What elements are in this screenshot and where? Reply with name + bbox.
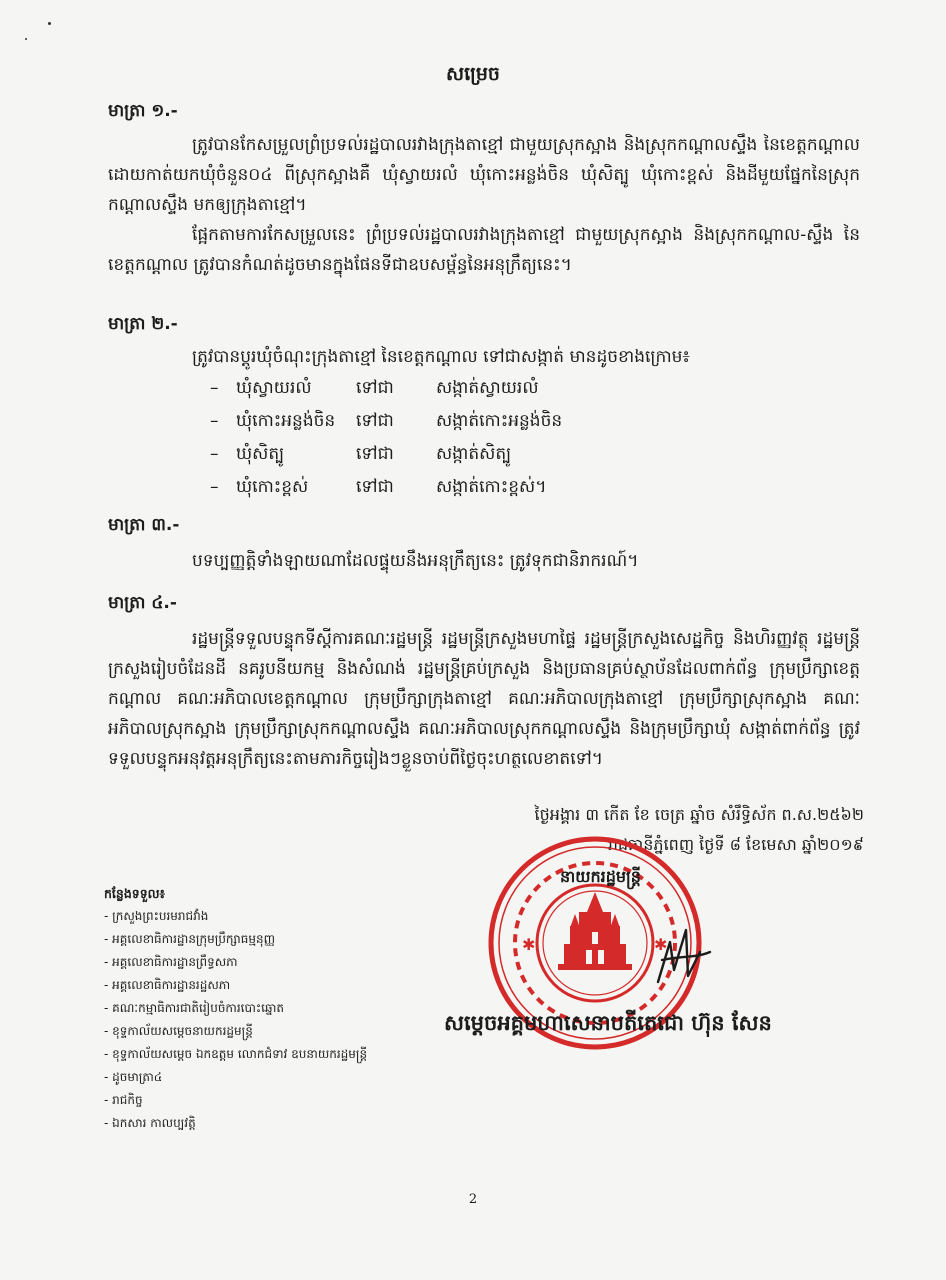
article-1-paragraph-2: ផ្អែកតាមការកែសម្រួលនេះ ព្រំប្រទល់រដ្ឋបាលរវាងក្រុងតាខ្មៅ ជាមួយស្រុកស្អាង និងស្រុកកណ្ដាល-ស្ទឹង នៃខេត្តកណ្ដាល ត្រូវបានកំណត់ដូចមានក្នុងផែនទីជាឧបសម្ព័ន្ធនៃអនុក្រឹត្យនេះ។ [108, 225, 860, 275]
list-item: - ក្រសួងព្រះបរមរាជវាំង [104, 909, 209, 923]
commune-name: ឃុំស្វាយរលំ [236, 378, 312, 398]
sangkat-name: សង្កាត់កោះអន្លង់ចិន [436, 411, 563, 431]
place-date-line: រាជធានីភ្នំពេញ ថ្ងៃទី ៨ ខែមេសា ឆ្នាំ២០១៩ [607, 835, 864, 854]
conversion-word: ទៅជា [356, 411, 394, 431]
article-2-label: មាត្រា ២.- [108, 314, 178, 334]
sangkat-name: សង្កាត់សិត្បូ [436, 444, 512, 464]
speck [25, 38, 27, 40]
list-item: - ខុទ្ទកាល័យសម្ដេចនាយករដ្ឋមន្ត្រី [104, 1024, 253, 1038]
list-item: - អគ្គលេខាធិការដ្ឋានក្រុមប្រឹក្សាធម្មនុញ្ញ [104, 932, 276, 946]
list-item: - គណៈកម្មាធិការជាតិរៀបចំការបោះឆ្នោត [104, 1001, 285, 1015]
article-4-paragraph-1: រដ្ឋមន្ត្រីទទួលបន្ទុកទីស្ដីការគណៈរដ្ឋមន្ត្រី រដ្ឋមន្ត្រីក្រសួងមហាផ្ទៃ រដ្ឋមន្ត្រីក្រសួងសេដ្ឋកិច្ច និងហិរញ្ញវត្ថុ រដ្ឋមន្ត្រីក្រសួងរៀបចំដែនដី នគរូបនីយកម្ម និងសំណង់ រដ្ឋមន្ត្រីគ្រប់ក្រសួង និងប្រធានគ្រប់ស្ថាប័នដែលពាក់ព័ន្ធ ក្រុមប្រឹក្សាខេត្តកណ្ដាល គណៈអភិបាលខេត្តកណ្ដាល ក្រុមប្រឹក្សាក្រុងតាខ្មៅ គណៈអភិបាលក្រុងតាខ្មៅ ក្រុមប្រឹក្សាស្រុកស្អាង គណៈអភិបាលស្រុកស្អាង ក្រុមប្រឹក្សាស្រុកកណ្ដាលស្ទឹង គណៈអភិបាលស្រុកកណ្ដាលស្ទឹង និងក្រុមប្រឹក្សាឃុំ សង្កាត់ពាក់ព័ន្ធ ត្រូវទទួលបន្ទុកអនុវត្តអនុក្រឹត្យនេះតាមភារកិច្ចរៀងៗខ្លួនចាប់ពីថ្ងៃចុះហត្ថលេខាតទៅ។ [108, 629, 860, 769]
signer-title: នាយករដ្ឋមន្ត្រី [560, 867, 641, 886]
commune-name: ឃុំកោះអន្លង់ចិន [236, 411, 336, 431]
recipient-list-title: កន្លែងទទួល៖ [104, 886, 166, 901]
signer-name: សម្ដេចអគ្គមហាសេនាបតីតេជោ ហ៊ុន សែន [444, 1011, 772, 1035]
speck [48, 22, 51, 25]
article-1-body [108, 130, 860, 280]
list-item: - ដូចមាត្រា៤ [104, 1070, 163, 1084]
article-2-body [108, 342, 860, 372]
article-3-body [108, 546, 860, 576]
list-item: - អគ្គលេខាធិការដ្ឋានរដ្ឋសភា [104, 978, 231, 992]
list-item: - ឯកសារ កាលប្បវត្តិ [104, 1116, 196, 1130]
recipient-list [104, 882, 367, 1135]
commune-name: ឃុំសិត្បូ [236, 444, 285, 464]
list-item: - អគ្គលេខាធិការដ្ឋានព្រឹទ្ធសភា [104, 955, 238, 969]
conversion-word: ទៅជា [356, 444, 394, 464]
page-number: 2 [468, 1192, 478, 1207]
conversion-word: ទៅជា [356, 477, 394, 497]
svg-text:✱: ✱ [522, 935, 536, 954]
document-page: សម្រេច មាត្រា ១.- ត្រូវបានកែសម្រួលព្រំប្រទល់រដ្ឋបាលរវាងក្រុងតាខ្មៅ ជាមួយស្រុកស្អាង និងស្រុកកណ្ដាលស្ទឹង នៃខេត្តកណ្ដាល ដោយកាត់យកឃុំចំនួន០៤ ពីស្រុកស្អាងគឺ ឃុំស្វាយរលំ ឃុំកោះអន្លង់ចិន ឃុំសិត្បូ ឃុំកោះខ្ពស់ និងដីមួយផ្នែកនៃស្រុកកណ្ដាលស្ទឹង មកឲ្យក្រុងតាខ្មៅ។ ផ្អែកតាមការកែសម្រួលនេះ ព្រំប្រទល់រដ្ឋបាលរវាងក្រុងតាខ្មៅ ជាមួយស្រុកស្អាង និងស្រុកកណ្ដាល-ស្ទឹង នៃខេត្តកណ្ដាល ត្រូវបានកំណត់ដូចមានក្នុងផែនទីជាឧបសម្ព័ន្ធនៃអនុក្រឹត្យនេះ។ មាត្រា ២.- ត្រូវបានប្ដូរឃុំចំណុះក្រុងតាខ្មៅ នៃខេត្តកណ្ដាល ទៅជាសង្កាត់ មានដូចខាងក្រោម៖ – ឃុំស្វាយរលំ ទៅជា សង្កាត់ស្វាយរលំ – ឃុំកោះអន្លង់ចិន ទៅជា សង្កាត់កោះអន្លង់ចិន – ឃុំសិត្បូ ទៅជា សង្កាត់សិត្បូ – ឃុំកោះខ្ពស់ ទៅជា សង្កាត់កោះខ្ពស់។ មាត្រា ៣.- បទប្បញ្ញត្តិទាំងឡាយណាដែលផ្ទុយនឹងអនុក្រឹត្យនេះ ត្រូវទុកជានិរាករណ៍។ មាត្រា ៤.- រដ្ឋមន្ត្រីទទួលបន្ទុកទីស្ដីការគណៈរដ្ឋមន្ត្រី រដ្ឋមន្ត្រីក្រសួងមហាផ្ទៃ រដ្ឋមន្ត្រីក្រសួងសេដ្ឋកិច្ច និងហិរញ្ញវត្ថុ រដ្ឋមន្ត្រីក្រសួងរៀបចំដែនដី នគរូបនីយកម្ម និងសំណង់ រដ្ឋមន្ត្រីគ្រប់ក្រសួង និងប្រធានគ្រប់ស្ថាប័នដែលពាក់ព័ន្ធ ក្រុមប្រឹក្សាខេត្តកណ្ដាល គណៈអភិបាលខេត្តកណ្ដាល ក្រុមប្រឹក្សាក្រុងតាខ្មៅ គណៈអភិបាលក្រុងតាខ្មៅ ក្រុមប្រឹក្សាស្រុកស្អាង គណៈអភិបាលស្រុកស្អាង ក្រុមប្រឹក្សាស្រុកកណ្ដាលស្ទឹង គណៈអភិបាលស្រុកកណ្ដាលស្ទឹង និងក្រុមប្រឹក្សាឃុំ សង្កាត់ពាក់ព័ន្ធ ត្រូវទទួលបន្ទុកអនុវត្តអនុក្រឹត្យនេះតាមភារកិច្ចរៀងៗខ្លួនចាប់ពីថ្ងៃចុះហត្ថលេខាតទៅ។ ថ្ងៃអង្គារ ៣ កើត ខែ ចេត្រ ឆ្នាំច សំរឹទ្ធិស័ក ព.ស.២៥៦២ រាជធានីភ្នំពេញ ថ្ងៃទី ៨ ខែមេសា ឆ្នាំ២០១៩ ✱ ✱ នាយករដ្ឋមន្ត្រី សម្ដេចអគ្គមហាសេនាបតីតេជោ ហ៊ុន សែន កន្លែងទទួល៖ - ក្រសួងព្រះបរមរាជវាំង - អគ្គលេខាធិការដ្ឋានក្រុមប្រឹក្សាធម្មនុញ្ញ - អគ្គលេខាធិការដ្ឋានព្រឹទ្ធសភា - អគ្គលេខាធិការដ្ឋានរដ្ឋសភា - គណៈកម្មាធិការជាតិរៀបចំការបោះឆ្នោត - ខុទ្ទកាល័យសម្ដេចនាយករដ្ឋមន្ត្រី - ខុទ្ទកាល័យសម្ដេច ឯកឧត្តម លោកជំទាវ ឧបនាយករដ្ឋមន្ត្រី - ដូចមាត្រា៤ - រាជកិច្ច - ឯកសារ កាលប្បវត្តិ 2 [0, 0, 946, 1280]
decision-heading: សម្រេច [446, 63, 500, 85]
svg-text:✱: ✱ [654, 935, 668, 954]
article-1-paragraph-1: ត្រូវបានកែសម្រួលព្រំប្រទល់រដ្ឋបាលរវាងក្រុងតាខ្មៅ ជាមួយស្រុកស្អាង និងស្រុកកណ្ដាលស្ទឹង នៃខេត្តកណ្ដាល ដោយកាត់យកឃុំចំនួន០៤ ពីស្រុកស្អាងគឺ ឃុំស្វាយរលំ ឃុំកោះអន្លង់ចិន ឃុំសិត្បូ ឃុំកោះខ្ពស់ និងដីមួយផ្នែកនៃស្រុកកណ្ដាលស្ទឹង មកឲ្យក្រុងតាខ្មៅ។ [108, 135, 860, 215]
list-item: - ខុទ្ទកាល័យសម្ដេច ឯកឧត្តម លោកជំទាវ ឧបនាយករដ្ឋមន្ត្រី [104, 1047, 368, 1061]
article-1-label: មាត្រា ១.- [108, 101, 178, 121]
article-4-body [108, 624, 860, 774]
sangkat-name: សង្កាត់កោះខ្ពស់។ [436, 477, 547, 497]
lunar-date-line: ថ្ងៃអង្គារ ៣ កើត ខែ ចេត្រ ឆ្នាំច សំរឹទ្ធិស័ក ព.ស.២៥៦២ [534, 805, 864, 824]
list-item: - រាជកិច្ច [104, 1093, 143, 1107]
signature-icon [640, 912, 720, 992]
article-3-label: មាត្រា ៣.- [108, 515, 180, 535]
sangkat-name: សង្កាត់ស្វាយរលំ [436, 378, 539, 398]
conversion-word: ទៅជា [356, 378, 394, 398]
article-3-paragraph-1: បទប្បញ្ញត្តិទាំងឡាយណាដែលផ្ទុយនឹងអនុក្រឹត្យនេះ ត្រូវទុកជានិរាករណ៍។ [192, 551, 639, 571]
article-4-label: មាត្រា ៤.- [108, 593, 177, 613]
commune-name: ឃុំកោះខ្ពស់ [236, 477, 309, 497]
article-2-paragraph-1: ត្រូវបានប្ដូរឃុំចំណុះក្រុងតាខ្មៅ នៃខេត្តកណ្ដាល ទៅជាសង្កាត់ មានដូចខាងក្រោម៖ [192, 347, 690, 367]
